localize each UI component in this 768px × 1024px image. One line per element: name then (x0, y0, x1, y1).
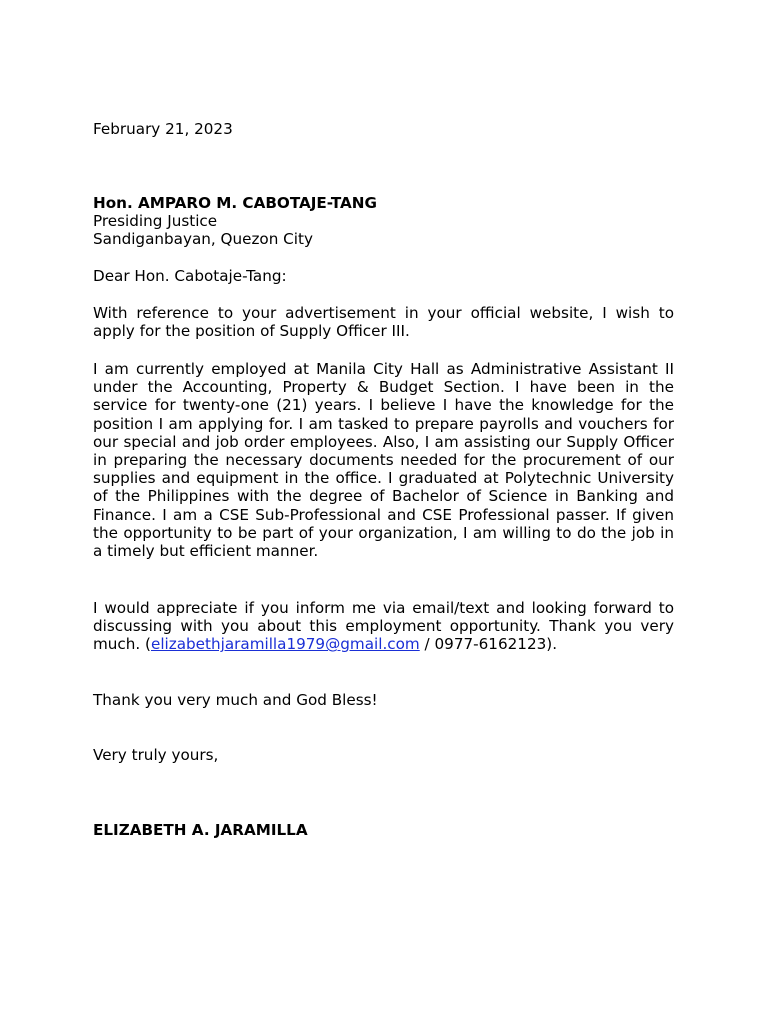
paragraph-intro: With reference to your advertisement in your official website, I wish to apply for the position of Supply Officer III. (93, 304, 674, 341)
signatory-name: ELIZABETH A. JARAMILLA (93, 821, 308, 839)
contact-phone-text: / 0977-6162123). (419, 635, 558, 654)
thanks-line: Thank you very much and God Bless! (93, 691, 378, 709)
recipient-address: Sandiganbayan, Quezon City (93, 230, 313, 249)
letter-date: February 21, 2023 (93, 120, 233, 138)
salutation: Dear Hon. Cabotaje-Tang: (93, 267, 287, 285)
paragraph-contact (93, 599, 674, 654)
recipient-name: Hon. AMPARO M. CABOTAJE-TANG (93, 194, 377, 212)
contact-text: I would appreciate if you inform me via email/text and looking forward to discussing with you about this employment opportunity. Thank you very much. ( (93, 599, 674, 654)
closing-line: Very truly yours, (93, 746, 219, 764)
paragraph-body: I am currently employed at Manila City Hall as Administrative Assistant II under the Accounting, Property & Budget Section. I have been in the service for twenty-one (21) years. I believe I have the knowledge for the position I am applying for. I am tasked to prepare payrolls and vouchers for our special and job order employees. Also, I am assisting our Supply Officer in preparing the necessary documents needed for the procurement of our supplies and equipment in the office. I graduated at Polytechnic University of the Philippines with the degree of Bachelor of Science in Banking and Finance. I am a CSE Sub-Professional and CSE Professional passer. If given the opportunity to be part of your organization, I am willing to do the job in a timely but efficient manner. (93, 360, 674, 561)
recipient-title: Presiding Justice (93, 212, 218, 231)
recipient-block (93, 194, 674, 249)
email-link[interactable]: elizabethjaramilla1979@gmail.com (150, 635, 420, 654)
